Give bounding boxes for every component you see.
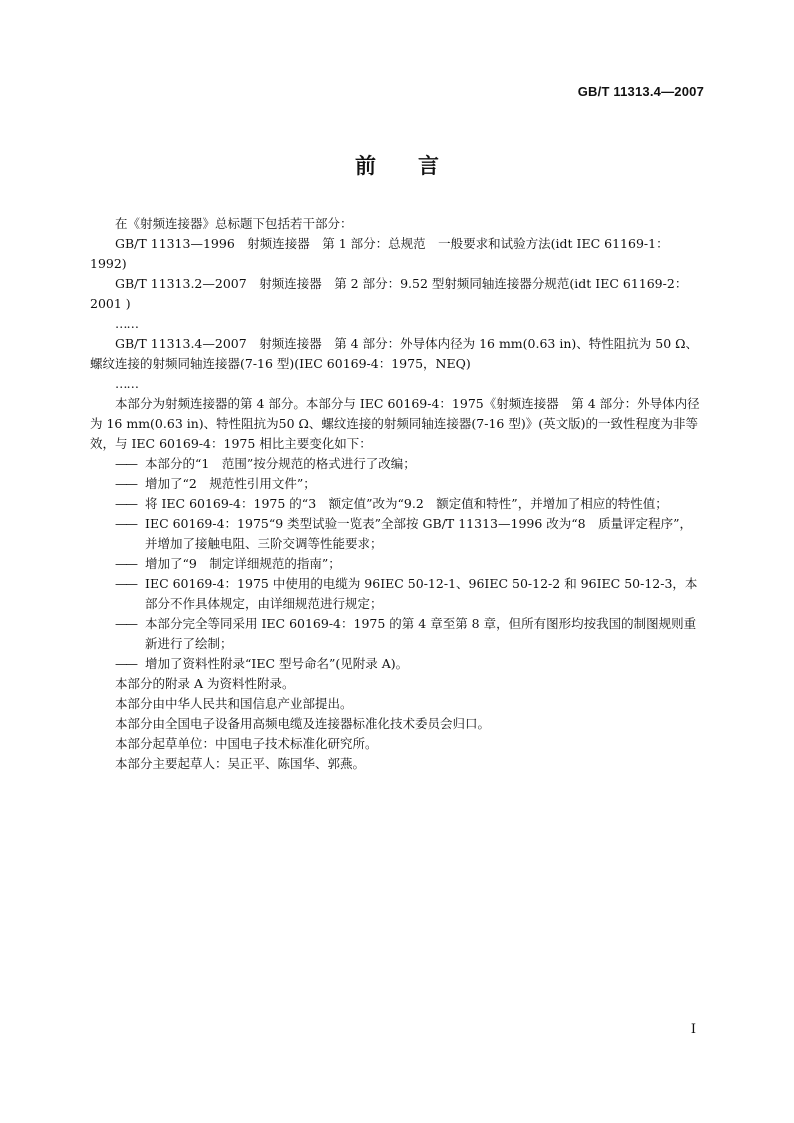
closing-line-drafting-unit: 本部分起草单位：中国电子技术标准化研究所。 (115, 736, 378, 751)
change-text: 本部分的“1 范围”按分规范的格式进行了改编； (145, 456, 416, 471)
ellipsis: …… (115, 376, 138, 391)
change-text: IEC 60169-4：1975“9 类型试验一览表”全部按 GB/T 11313—1996 改为“8 质量评定程序”，并增加了接触电阻、三阶交调等性能要求； (145, 516, 693, 551)
dash-mark: —— (115, 476, 136, 491)
change-item (90, 554, 704, 574)
closing-line-drafters: 本部分主要起草人：吴正平、陈国华、郭燕。 (115, 756, 366, 771)
change-item (90, 474, 704, 494)
change-text: 增加了“9 制定详细规范的指南”； (145, 556, 341, 571)
closing-line-proposer: 本部分由中华人民共和国信息产业部提出。 (115, 696, 353, 711)
correspondence-paragraph: 本部分为射频连接器的第 4 部分。本部分与 IEC 60169-4：1975《射频连接器 第 4 部分：外导体内径为 16 mm(0.63 in)、特性阻抗为50 Ω、螺纹连接的射频同轴连接器(7-16 型)》(英文版)的一致性程度为非等效，与 IEC 60169-4：1975 相比主要变化如下： (90, 396, 700, 451)
title-char-1: 前 (355, 154, 376, 178)
dash-mark: —— (115, 516, 136, 531)
title-char-2: 言 (418, 154, 439, 178)
ellipsis: …… (115, 316, 138, 331)
change-text: 本部分完全等同采用 IEC 60169-4：1975 的第 4 章至第 8 章，但所有图形均按我国的制图规则重新进行了绘制； (145, 616, 697, 651)
closing-line-committee: 本部分由全国电子设备用高频电缆及连接器标准化技术委员会归口。 (115, 716, 491, 731)
change-item (90, 494, 704, 514)
foreword-body (90, 214, 704, 774)
change-item (90, 454, 704, 474)
change-item (90, 574, 704, 614)
change-text: IEC 60169-4：1975 中使用的电缆为 96IEC 50-12-1、96IEC 50-12-2 和 96IEC 50-12-3，本部分不作具体规定，由详细规范进行规定； (145, 576, 698, 611)
page-title (0, 150, 794, 180)
reference-part-2: GB/T 11313.2—2007 射频连接器 第 2 部分：9.52 型射频同轴连接器分规范(idt IEC 61169-2：2001 ) (90, 276, 688, 311)
dash-mark: —— (115, 456, 136, 471)
dash-mark: —— (115, 576, 136, 591)
reference-part-4: GB/T 11313.4—2007 射频连接器 第 4 部分：外导体内径为 16 mm(0.63 in)、特性阻抗为 50 Ω、螺纹连接的射频同轴连接器(7-16 型)(IEC 60169-4：1975，NEQ) (90, 336, 698, 371)
change-text: 增加了资料性附录“IEC 型号命名”(见附录 A)。 (145, 656, 409, 671)
change-item (90, 654, 704, 674)
dash-mark: —— (115, 556, 136, 571)
page-number: I (690, 1022, 696, 1037)
intro-paragraph: 在《射频连接器》总标题下包括若干部分： (115, 216, 353, 231)
closing-line-annex: 本部分的附录 A 为资料性附录。 (115, 676, 295, 691)
reference-part-1: GB/T 11313—1996 射频连接器 第 1 部分：总规范 一般要求和试验方法(idt IEC 61169-1：1992) (90, 236, 669, 271)
change-item (90, 614, 704, 654)
change-item (90, 514, 704, 554)
dash-mark: —— (115, 616, 136, 631)
change-text: 增加了“2 规范性引用文件”； (145, 476, 316, 491)
dash-mark: —— (115, 496, 136, 511)
standard-code: GB/T 11313.4—2007 (577, 84, 704, 99)
change-text: 将 IEC 60169-4：1975 的“3 额定值”改为“9.2 额定值和特性”，并增加了相应的特性值； (145, 496, 668, 511)
dash-mark: —— (115, 656, 136, 671)
